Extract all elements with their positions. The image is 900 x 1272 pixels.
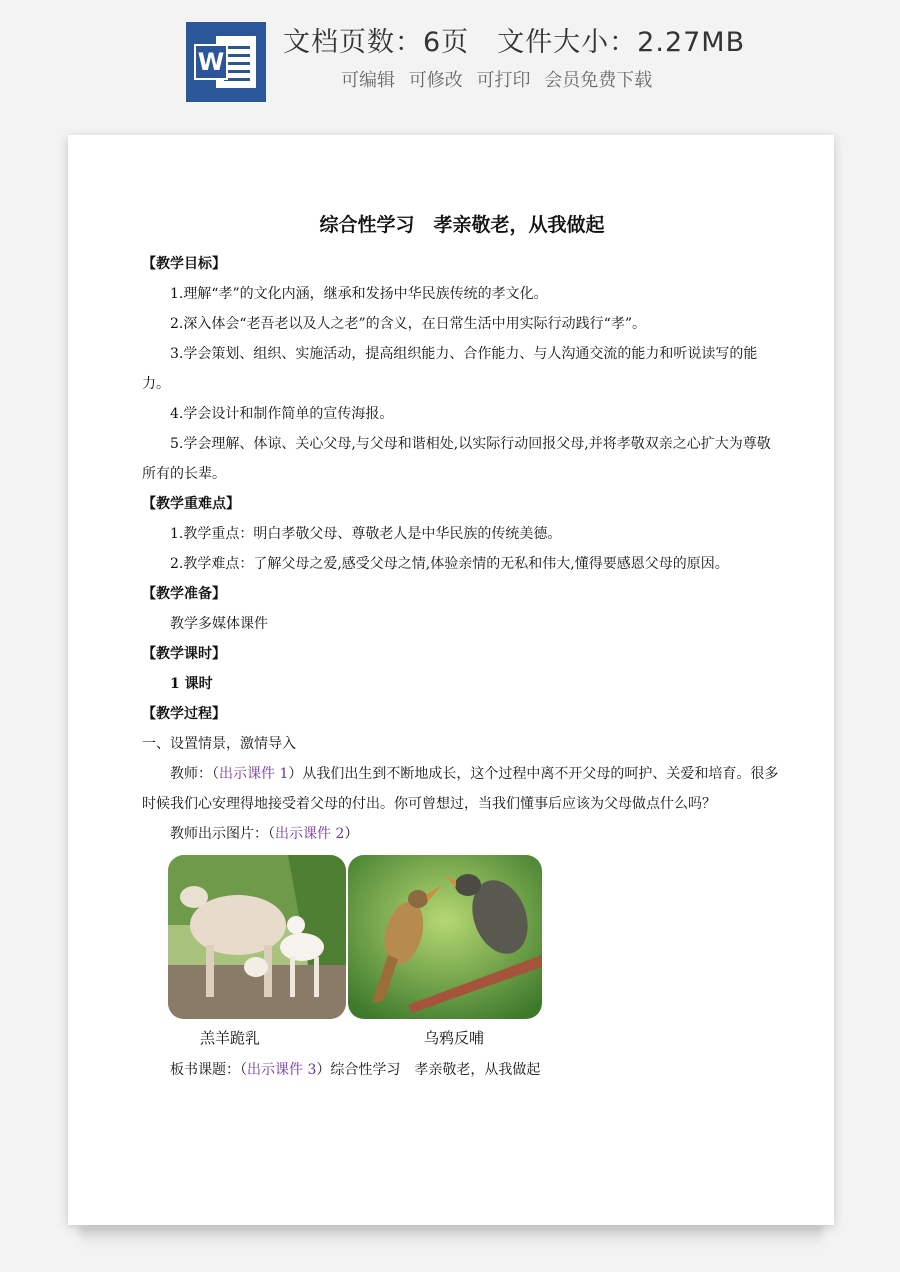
key-point: 1.教学重点：明白孝敬父母、尊敬老人是中华民族的传统美德。 bbox=[170, 526, 562, 542]
page-shadow bbox=[80, 1225, 822, 1247]
page-count: 文档页数：6页 bbox=[283, 27, 470, 58]
board-suffix: ）综合性学习 孝亲敬老，从我做起 bbox=[316, 1062, 541, 1078]
feature-printable: 可打印 bbox=[476, 70, 531, 91]
goal-item: 3.学会策划、组织、实施活动，提高组织能力、合作能力、与人沟通交流的能力和听说读写的能力。 bbox=[142, 346, 758, 392]
feature-editable: 可编辑 bbox=[341, 70, 395, 91]
illustration-figure bbox=[142, 855, 782, 1055]
bird-photo bbox=[348, 855, 542, 1019]
teacher-prefix: 教师：（ bbox=[170, 766, 219, 782]
feature-list bbox=[341, 66, 660, 92]
doc-title: 综合性学习 孝亲敬老，从我做起 bbox=[319, 214, 605, 236]
pic-suffix: ） bbox=[344, 826, 359, 842]
feature-member-download: 会员免费下载 bbox=[544, 70, 653, 91]
goal-item: 2.深入体会“老吾老以及人之老”的含义，在日常生活中用实际行动践行“孝”。 bbox=[170, 316, 646, 332]
bird-illustration bbox=[348, 855, 542, 1019]
hours-text: 1 课时 bbox=[170, 676, 213, 692]
picture-intro bbox=[142, 819, 782, 849]
prep-text: 教学多媒体课件 bbox=[170, 616, 268, 632]
document-body bbox=[142, 211, 782, 1085]
board-prefix: 板书课题：（ bbox=[170, 1062, 247, 1078]
courseware-link-3: 出示课件 3 bbox=[247, 1062, 317, 1078]
caption-bird: 乌鸦反哺 bbox=[424, 1029, 485, 1047]
process-heading: 【教学过程】 bbox=[142, 706, 226, 722]
goal-item: 4.学会设计和制作简单的宣传海报。 bbox=[170, 406, 394, 422]
prep-heading: 【教学准备】 bbox=[142, 586, 226, 602]
goat-photo bbox=[168, 855, 346, 1019]
word-w-letter: W bbox=[197, 48, 225, 76]
word-w-box bbox=[194, 44, 228, 80]
key-heading: 【教学重难点】 bbox=[142, 496, 240, 512]
feature-modifiable: 可修改 bbox=[408, 70, 463, 91]
goat-illustration bbox=[168, 855, 346, 1019]
board-title bbox=[142, 1055, 782, 1085]
teacher-paragraph bbox=[142, 759, 782, 819]
teacher-text: ）从我们出生到不断地成长，这个过程中离不开父母的呵护、关爱和培育。很多时候我们心安理得地接受着父母的付出。你可曾想过，当我们懂事后应该为父母做点什么吗？ bbox=[142, 766, 779, 812]
file-info bbox=[283, 20, 745, 59]
key-point: 2.教学难点：了解父母之爱,感受父母之情,体验亲情的无私和伟大,懂得要感恩父母的原因。 bbox=[170, 556, 729, 572]
hours-heading: 【教学课时】 bbox=[142, 646, 226, 662]
goal-item: 5.学会理解、体谅、关心父母,与父母和谐相处,以实际行动回报父母,并将孝敬双亲之心扩大为尊敬所有的长辈。 bbox=[142, 436, 771, 482]
caption-goat: 羔羊跪乳 bbox=[200, 1029, 261, 1047]
document-page bbox=[68, 135, 834, 1225]
courseware-link-1: 出示课件 1 bbox=[219, 766, 289, 782]
section-heading: 一、设置情景，激情导入 bbox=[142, 736, 296, 752]
file-size: 文件大小：2.27MB bbox=[497, 27, 746, 58]
download-header bbox=[0, 0, 900, 125]
word-doc-icon bbox=[186, 22, 266, 102]
goal-item: 1.理解“孝”的文化内涵，继承和发扬中华民族传统的孝文化。 bbox=[170, 286, 548, 302]
goals-heading: 【教学目标】 bbox=[142, 256, 226, 272]
pic-prefix: 教师出示图片：（ bbox=[170, 826, 275, 842]
courseware-link-2: 出示课件 2 bbox=[275, 826, 345, 842]
